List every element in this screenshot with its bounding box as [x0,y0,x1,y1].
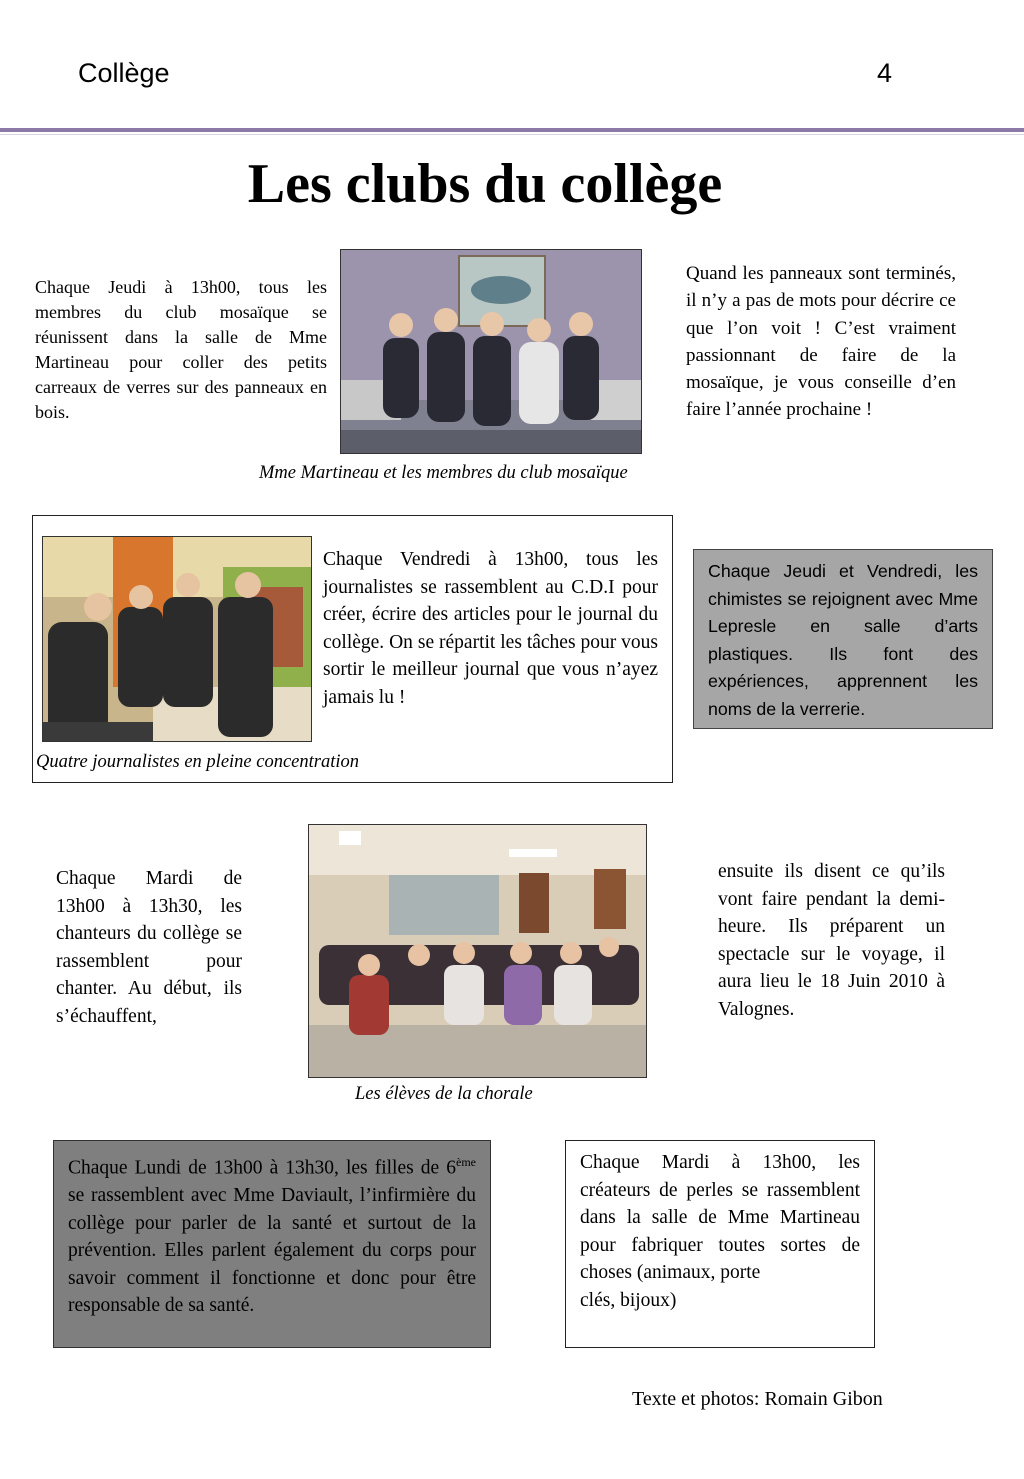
journalists-photo-illustration [43,537,311,741]
health-box [53,1140,491,1348]
mosaic-photo-caption: Mme Martineau et les membres du club mosaïque [259,463,628,483]
chemistry-text: Chaque Jeudi et Vendredi, les chimistes se rejoignent avec Mme Lepresle en salle d’arts plastiques. Ils font des expériences, apprennent les noms de la verrerie. [708,561,978,719]
header-rule [0,128,1024,132]
beads-text-end: clés, bijoux) [580,1289,677,1311]
mosaic-photo-illustration [341,250,641,453]
section-label: Collège [78,58,170,88]
health-superscript: ème [456,1155,476,1169]
choir-photo-caption: Les élèves de la chorale [355,1084,533,1104]
mosaic-club-photo [340,249,642,454]
page-number: 4 [877,58,893,88]
mosaic-right-text: Quand les panneaux sont terminés, il n’y a pas de mots pour décrire ce que l’on voit ! C’est vraiment passionnant de faire de la mosaïque, je vous conseille d’en faire l’année prochaine ! [686,263,956,421]
beads-text: Chaque Mardi à 13h00, les créateurs de perles se rassemblent dans la salle de Mme Martineau pour fabriquer toutes sortes de choses (animaux, porte [580,1152,860,1283]
mosaic-left-text: Chaque Jeudi à 13h00, tous les membres du club mosaïque se réunissent dans la salle de Mme Martineau pour coller des petits carreaux de verres sur des panneaux en bois. [35,277,327,422]
health-text-end: se rassemblent avec Mme Daviault, l’infirmière du collège pour parler de la santé et surtout de la prévention. Elles parlent également du corps pour savoir comment il fonctionne et donc pour être responsable de sa santé. [68,1185,476,1316]
chemistry-box [693,549,993,729]
health-text-start: Chaque Lundi de 13h00 à 13h30, les filles de 6 [68,1157,456,1179]
beads-box [565,1140,875,1348]
journal-club-box [32,515,673,783]
choir-left-text: Chaque Mardi de 13h00 à 13h30, les chanteurs du collège se rassemblent pour chanter. Au début, ils s’échauffent, [56,868,242,1027]
journal-text: Chaque Vendredi à 13h00, tous les journalistes se rassemblent au C.D.I pour créer, écrire des articles pour le journal du collège. On se répartit les tâches pour vous sortir le meilleur journal que vous n’ayez jamais lu ! [323,549,658,708]
journalists-photo [42,536,312,742]
header-rule-shadow [0,134,1024,135]
credits: Texte et photos: Romain Gibon [632,1388,883,1410]
journalists-photo-caption: Quatre journalistes en pleine concentration [36,752,360,772]
choir-right-text: ensuite ils disent ce qu’ils vont faire pendant la demi-heure. Ils préparent un spectacle sur le voyage, il aura lieu le 18 Juin 2010 à Valognes. [718,861,945,1020]
choir-photo-illustration [309,825,646,1077]
choir-photo [308,824,647,1078]
page-title: Les clubs du collège [247,153,723,215]
